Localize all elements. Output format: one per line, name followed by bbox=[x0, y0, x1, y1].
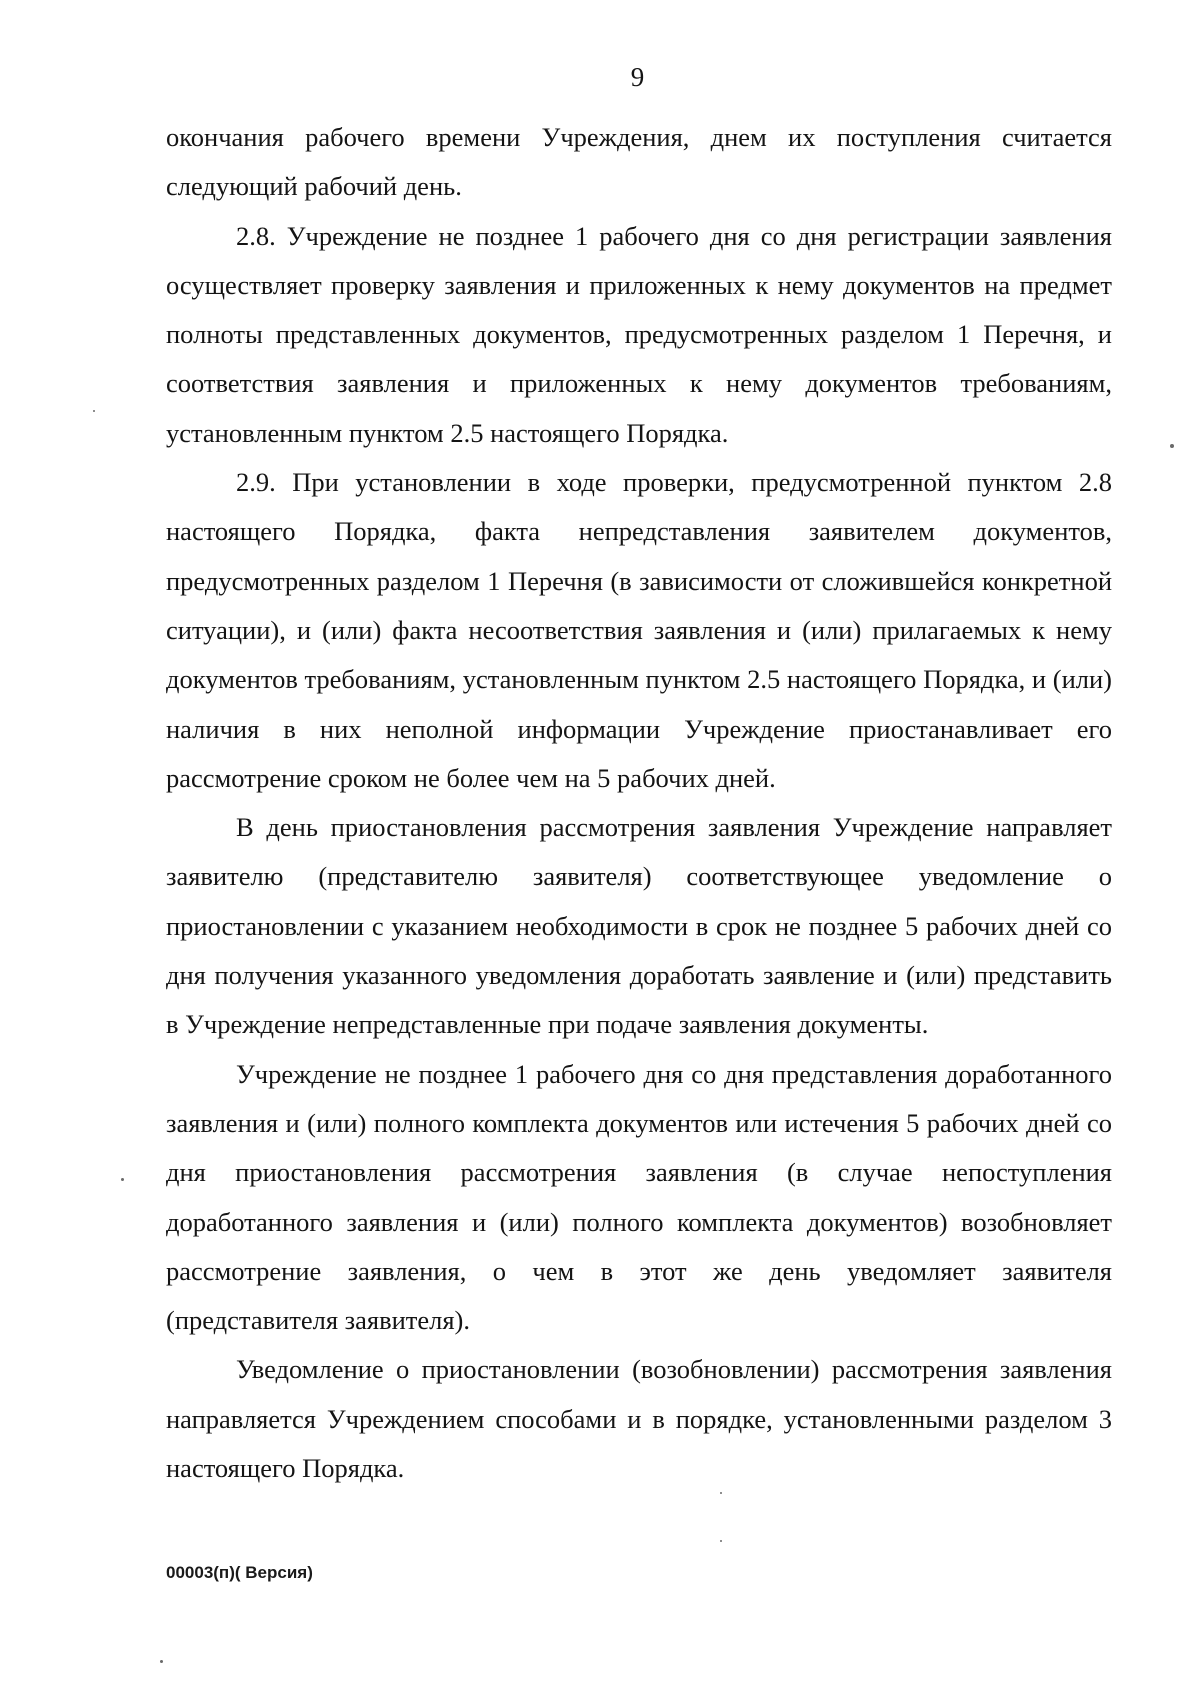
scan-speck bbox=[93, 410, 95, 412]
scan-speck bbox=[720, 1540, 722, 1542]
paragraph-suspension-notice: В день приостановления рассмотрения заявления Учреждение направляет заявителю (представителю заявителя) соответствующее уведомление о приостановлении с указанием необходимости в срок не позднее 5 рабочих дней со дня получения указанного уведомления доработать заявление и (или) представить в Учреждение непредставленные при подаче заявления документы. bbox=[166, 812, 1112, 1040]
paragraph-notification-methods: Уведомление о приостановлении (возобновлении) рассмотрения заявления направляется Учреждением способами и в порядке, установленными разделом 3 настоящего Порядка. bbox=[166, 1354, 1112, 1484]
scan-speck bbox=[160, 1660, 163, 1663]
paragraph-continuation: окончания рабочего времени Учреждения, днем их поступления считается следующий рабочий день. bbox=[166, 122, 1112, 202]
document-body bbox=[166, 113, 1112, 1493]
paragraph-2-8: 2.8. Учреждение не позднее 1 рабочего дня со дня регистрации заявления осуществляет проверку заявления и приложенных к нему документов на предмет полноты представленных документов, предусмотренных разделом 1 Перечня, и соответствия заявления и приложенных к нему документов требованиям, установленным пунктом 2.5 настоящего Порядка. bbox=[166, 220, 1112, 448]
page-number: 9 bbox=[630, 62, 645, 92]
scan-speck bbox=[121, 1178, 124, 1181]
scan-speck bbox=[1170, 444, 1174, 448]
document-footer-code: 00003(п)( Версия) bbox=[166, 1563, 313, 1582]
scan-speck bbox=[720, 1492, 722, 1494]
paragraph-2-9: 2.9. При установлении в ходе проверки, предусмотренной пунктом 2.8 настоящего Порядка, факта непредставления заявителем документов, предусмотренных разделом 1 Перечня (в зависимости от сложившейся конкретной ситуации), и (или) факта несоответствия заявления и (или) прилагаемых к нему документов требованиям, установленным пунктом 2.5 настоящего Порядка, и (или) наличия в них неполной информации Учреждение приостанавливает его рассмотрение сроком не более чем на 5 рабочих дней. bbox=[166, 467, 1112, 793]
paragraph-resumption: Учреждение не позднее 1 рабочего дня со дня представления доработанного заявления и (или) полного комплекта документов или истечения 5 рабочих дней со дня приостановления рассмотрения заявления (в случае непоступления доработанного заявления и (или) полного комплекта документов) возобновляет рассмотрение заявления, о чем в этот же день уведомляет заявителя (представителя заявителя). bbox=[166, 1058, 1112, 1336]
